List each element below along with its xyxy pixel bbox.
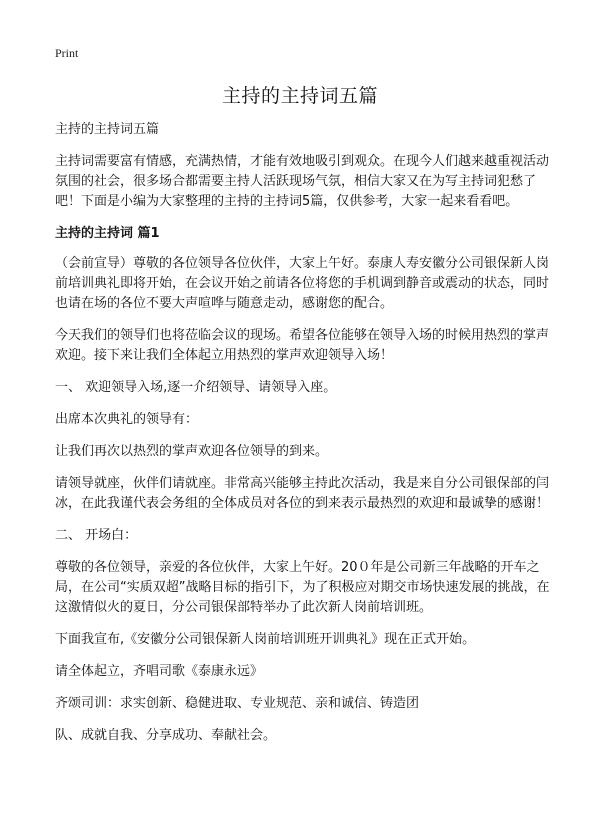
intro-paragraph: 主持词需要富有情感，充满热情，才能有效地吸引到观众。在现今人们越来越重视活动氛围的社会，很多场合都需要主持人活跃现场气氛，相信大家又在为写主持词犯愁了吧！下面是小编为大家整理的主持的主持词5篇，仅供参考，大家一起来看看吧。 [55, 154, 550, 209]
paragraph-step-one: 一、 欢迎领导入场,逐一介绍领导、请领导入座。 [55, 380, 337, 395]
paragraph-announcement: 下面我宣布,《安徽分公司银保新人岗前培训班开训典礼》现在正式开始。 [55, 632, 476, 647]
paragraph-company-song: 请全体起立，齐唱司歌《泰康永远》 [55, 664, 264, 679]
section-heading: 主持的主持词 篇1 [55, 226, 160, 241]
print-link[interactable]: Print [55, 46, 79, 60]
paragraph-opening-notice: （会前宣导）尊敬的各位领导各位伙伴，大家上午好。泰康人寿安徽分公司银保新人岗前培训典礼即将开始，在会议开始之前请各位将您的手机调到静音或震动的状态，同时也请在场的各位不要大声喧哗与随意走动，感谢您的配合。 [55, 256, 550, 311]
paragraph-applause: 让我们再次以热烈的掌声欢迎各位领导的到来。 [55, 444, 329, 459]
paragraph-motto: 齐颂司训：求实创新、稳健进取、专业规范、亲和诚信、铸造团 [55, 696, 420, 711]
paragraph-leaders-welcome: 今天我们的领导们也将莅临会议的现场。希望各位能够在领导入场的时候用热烈的掌声欢迎。接下来让我们全体起立用热烈的掌声欢迎领导入场！ [55, 328, 550, 363]
document-body [55, 120, 553, 758]
paragraph-attending-leaders: 出席本次典礼的领导有： [55, 412, 199, 427]
paragraph-host-intro: 请领导就座，伙伴们请就座。非常高兴能够主持此次活动，我是来自分公司银保部的闫冰，在此我谨代表会务组的全体成员对各位的到来表示最热烈的欢迎和最诚挚的感谢！ [55, 476, 550, 511]
paragraph-step-two: 二、 开场白： [55, 528, 138, 543]
page-title: 主持的主持词五篇 [221, 85, 378, 107]
paragraph-opening-speech: 尊敬的各位领导，亲爱的各位伙伴，大家上午好。20０年是公司新三年战略的开车之局，在公司“实质双超”战略目标的指引下，为了积极应对期交市场快速发展的挑战，在这激情似火的夏日，分公司银保部特举办了此次新人岗前培训班。 [55, 560, 550, 615]
paragraph-motto-continued: 队、成就自我、分享成功、奉献社会。 [55, 728, 277, 743]
document-subtitle: 主持的主持词五篇 [55, 122, 160, 137]
